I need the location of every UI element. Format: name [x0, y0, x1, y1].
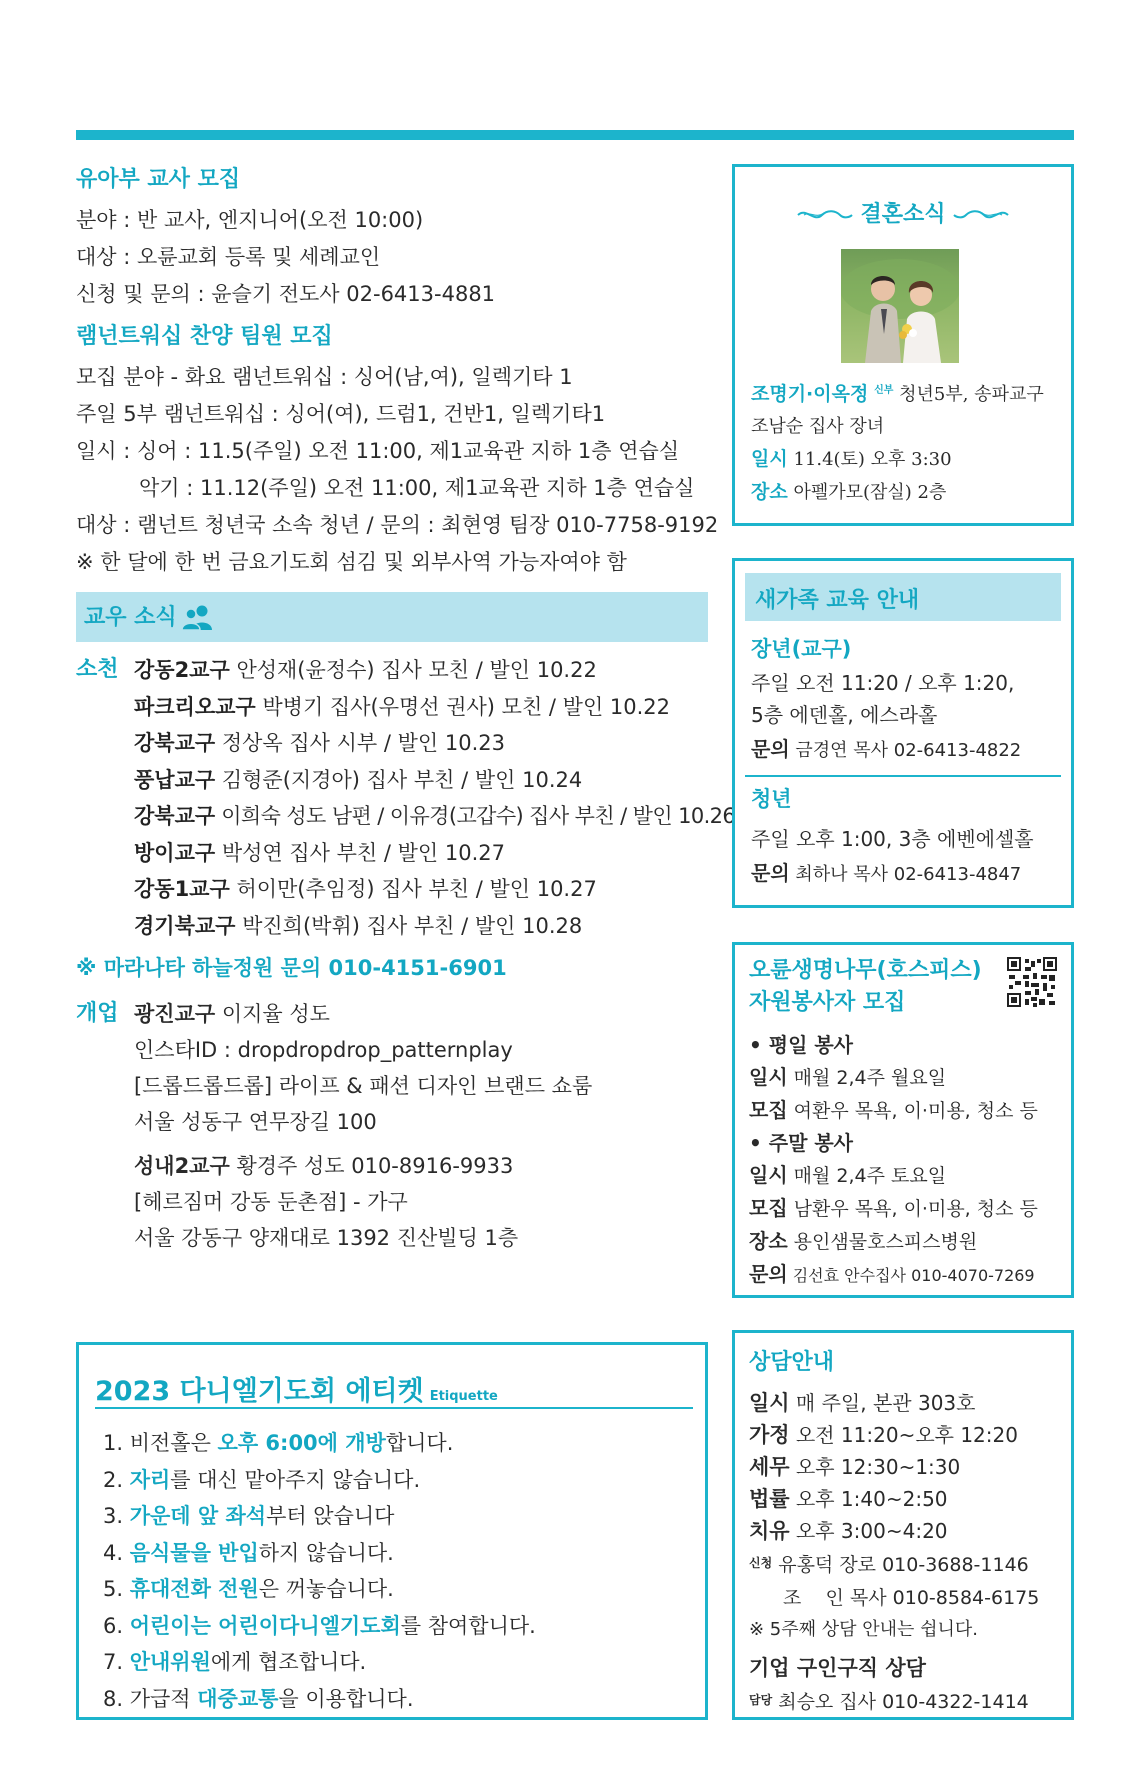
wedding-date: 11.4(토) 오후 3:30: [787, 449, 952, 470]
wedding-title-row: [735, 197, 1071, 228]
job-label: 담당: [749, 1693, 773, 1707]
news-header-title: 교우 소식: [84, 605, 177, 630]
elder-line: 주일 오전 11:20 / 오후 1:20,: [751, 671, 1015, 695]
date-label: 일시: [749, 1163, 788, 1187]
list-item: [76, 798, 736, 835]
business-owner: 이지율 성도: [215, 1002, 330, 1026]
hospice-title-line: 오륜생명나무(호스피스): [749, 958, 982, 983]
new-family-box: [732, 558, 1074, 908]
condolence-text: 박성연 집사 부친 / 발인 10.27: [215, 840, 505, 865]
district-name: 강북교구: [134, 731, 216, 755]
weekday-title: • 평일 봉사: [749, 1033, 853, 1057]
district-name: 경기북교구: [134, 913, 236, 938]
hospice-title: [749, 955, 982, 1019]
youth-title: 청년: [751, 787, 792, 811]
condolence-text: 박진희(박휘) 집사 부친 / 발인 10.28: [235, 913, 583, 938]
list-item: 7. 안내위원에게 협조합니다.: [103, 1650, 367, 1674]
job-contact: 최승오 집사 010-4322-1414: [772, 1691, 1029, 1713]
district-name: 성내2교구: [134, 1154, 230, 1178]
list-item: 1. 비전홀은 오후 6:00에 개방합니다.: [103, 1431, 454, 1455]
district-name: 강북교구: [134, 804, 216, 828]
etiquette-title: 2023 다니엘기도회 에티켓: [95, 1376, 424, 1407]
new-family-title: 새가족 교육 안내: [755, 588, 920, 613]
place-label: 장소: [749, 1229, 788, 1253]
weekend-title: • 주말 봉사: [749, 1131, 853, 1155]
counsel-row-text: 매 주일, 본관 303호: [789, 1391, 976, 1415]
condolence-label: 소천: [76, 657, 119, 682]
hospice-contact: 김선효 안수집사 010-4070-7269: [787, 1266, 1035, 1285]
infant-teacher-line: 대상 : 오륜교회 등록 및 세례교인: [76, 245, 381, 269]
counsel-box: [732, 1330, 1074, 1720]
district-name: 풍납교구: [134, 767, 216, 792]
infant-teacher-line: 신청 및 문의 : 윤슬기 전도사 02-6413-4881: [76, 282, 496, 306]
counsel-row-label: 가정: [749, 1423, 790, 1447]
condolence-text: 이희숙 성도 남편 / 이유경(고갑수) 집사 부친 / 발인 10.26: [215, 804, 736, 828]
youth-line: 주일 오후 1:00, 3층 에벤에셀홀: [751, 827, 1034, 851]
couple-info: 청년5부, 송파교구: [893, 384, 1044, 405]
etiquette-header: [95, 1369, 693, 1409]
elder-contact: 금경연 목사 02-6413-4822: [789, 740, 1022, 761]
list-item: [76, 835, 716, 872]
weekend-recruit: 남환우 목욕, 이·미용, 청소 등: [787, 1198, 1038, 1220]
list-item: [76, 652, 716, 689]
counsel-row-label: 치유: [749, 1519, 790, 1543]
ornament-left-icon: [796, 207, 854, 223]
wedding-box: [732, 164, 1074, 526]
etiquette-list: [103, 1425, 536, 1717]
condolence-list: [76, 652, 736, 944]
top-accent-bar: [76, 130, 1074, 140]
counsel-row-text: 오후 12:30~1:30: [789, 1455, 961, 1479]
date-label: 일시: [751, 448, 788, 470]
business-line: [드롭드롭드롭] 라이프 & 패션 디자인 브랜드 쇼룸: [134, 1074, 593, 1098]
elder-title: 장년(교구): [751, 637, 852, 661]
qr-code-icon[interactable]: [1007, 957, 1057, 1007]
district-name: 강동1교구: [134, 877, 230, 901]
list-item: [76, 725, 716, 762]
infant-teacher-line: 분야 : 반 교사, 엔지니어(오전 10:00): [76, 208, 424, 232]
remnant-line-instrument: 악기 : 11.12(주일) 오전 11:00, 제1교육관 지하 1층 연습실: [139, 476, 695, 500]
people-icon: [182, 604, 212, 630]
wedding-place: 아펠가모(잠실) 2층: [787, 482, 947, 503]
business-owner: 황경주 성도 010-8916-9933: [229, 1154, 514, 1178]
date-label: 일시: [749, 1065, 788, 1089]
condolence-text: 김형준(지경아) 집사 부친 / 발인 10.24: [215, 767, 583, 792]
business-label: 개업: [76, 1001, 119, 1026]
counsel-row-text: 오후 3:00~4:20: [789, 1519, 948, 1543]
business-line: 서울 강동구 양재대로 1392 진산빌딩 1층: [134, 1226, 519, 1250]
remnant-worship-title: 램넌트워십 찬양 팀원 모집: [76, 324, 333, 349]
condolence-text: 허이만(추임정) 집사 부친 / 발인 10.27: [229, 877, 597, 901]
wedding-photo: [841, 249, 959, 363]
counsel-note: ※ 5주째 상담 안내는 쉽니다.: [749, 1619, 979, 1640]
place-label: 장소: [751, 481, 788, 503]
list-item: [76, 871, 716, 908]
business-opening: [76, 996, 716, 1256]
counsel-title: 상담안내: [749, 1350, 835, 1375]
list-item: [76, 689, 716, 726]
remnant-line: 대상 : 램넌트 청년국 소속 청년 / 문의 : 최현영 팀장 010-7758-9192: [76, 513, 719, 537]
business-line: 서울 성동구 연무장길 100: [134, 1110, 377, 1134]
list-item: [76, 908, 716, 945]
wedding-details: [751, 375, 1044, 509]
district-name: 광진교구: [134, 1002, 216, 1026]
news-header: [76, 592, 708, 642]
section-divider: [745, 775, 1061, 777]
business-line: 인스타ID : dropdropdrop_patternplay: [134, 1038, 513, 1062]
elder-line: 5층 에덴홀, 에스라홀: [751, 703, 938, 727]
district-name: 강동2교구: [134, 658, 230, 682]
contact-label: 문의: [751, 861, 790, 885]
counsel-row-label: 일시: [749, 1391, 790, 1415]
ornament-right-icon: [952, 207, 1010, 223]
marana-notice: ※ 마라나타 하늘정원 문의 010-4151-6901: [76, 956, 507, 980]
couple-names: 조명기·이옥정: [751, 383, 869, 405]
weekday-recruit: 여환우 목욕, 이·미용, 청소 등: [787, 1100, 1038, 1122]
wedding-title: 결혼소식: [860, 202, 946, 227]
list-item: 3. 가운데 앞 좌석부터 앉습니다: [103, 1504, 395, 1528]
remnant-line: 주일 5부 램넌트워십 : 싱어(여), 드럼1, 건반1, 일렉기타1: [76, 402, 606, 426]
counsel-row-text: 오전 11:20~오후 12:20: [789, 1423, 1018, 1447]
bride-tag: 신부: [874, 385, 894, 396]
list-item: 4. 음식물을 반입하지 않습니다.: [103, 1540, 394, 1565]
apply-contact: 조 인 목사 010-8584-6175: [783, 1587, 1040, 1609]
infant-teacher-title: 유아부 교사 모집: [76, 167, 241, 192]
contact-label: 문의: [751, 737, 790, 761]
hospice-title-line: 자원봉사자 모집: [749, 990, 906, 1015]
condolence-text: 정상옥 집사 시부 / 발인 10.23: [215, 731, 505, 755]
list-item: 2. 자리를 대신 맡아주지 않습니다.: [103, 1467, 421, 1492]
youth-contact: 최하나 목사 02-6413-4847: [789, 864, 1022, 885]
counsel-details: [749, 1387, 1039, 1718]
contact-label: 문의: [749, 1262, 788, 1286]
district-name: 파크리오교구: [134, 694, 256, 719]
district-name: 방이교구: [134, 840, 216, 865]
weekday-date: 매월 2,4주 월요일: [787, 1067, 947, 1089]
condolence-text: 안성재(윤정수) 집사 모친 / 발인 10.22: [229, 658, 597, 682]
list-item: 8. 가급적 대중교통을 이용합니다.: [103, 1686, 414, 1711]
hospice-place: 용인샘물호스피스병원: [787, 1231, 978, 1253]
weekend-date: 매월 2,4주 토요일: [787, 1165, 947, 1187]
hospice-box: [732, 942, 1074, 1298]
counsel-row-label: 세무: [749, 1455, 790, 1479]
hospice-details: [749, 1029, 1038, 1292]
etiquette-subtitle: Etiquette: [429, 1389, 498, 1404]
remnant-line: ※ 한 달에 한 번 금요기도회 섬김 및 외부사역 가능자여야 함: [76, 550, 627, 574]
recruit-label: 모집: [749, 1196, 788, 1220]
apply-contact: 유홍덕 장로 010-3688-1146: [772, 1554, 1029, 1576]
apply-label: 신청: [749, 1556, 773, 1570]
counsel-row-text: 오후 1:40~2:50: [789, 1487, 948, 1511]
list-item: 6. 어린이는 어린이다니엘기도회를 참여합니다.: [103, 1613, 536, 1638]
business-line: [헤르짐머 강동 둔촌점] - 가구: [134, 1190, 408, 1214]
etiquette-box: [76, 1342, 708, 1720]
job-counsel-title: 기업 구인구직 상담: [749, 1656, 926, 1680]
parent-info: 조남순 집사 장녀: [751, 416, 885, 437]
recruit-label: 모집: [749, 1098, 788, 1122]
couple-image: [841, 249, 959, 363]
condolence-text: 박병기 집사(우명선 권사) 모친 / 발인 10.22: [255, 694, 671, 719]
remnant-line: 모집 분야 - 화요 램넌트워십 : 싱어(남,여), 일렉기타 1: [76, 365, 573, 389]
list-item: 5. 휴대전화 전원은 꺼놓습니다.: [103, 1577, 394, 1601]
recruitment-section: [76, 162, 719, 581]
remnant-line: 일시 : 싱어 : 11.5(주일) 오전 11:00, 제1교육관 지하 1층 연습실: [76, 439, 680, 463]
list-item: [76, 762, 716, 799]
counsel-row-label: 법률: [749, 1487, 790, 1511]
new-family-header: [745, 573, 1061, 621]
